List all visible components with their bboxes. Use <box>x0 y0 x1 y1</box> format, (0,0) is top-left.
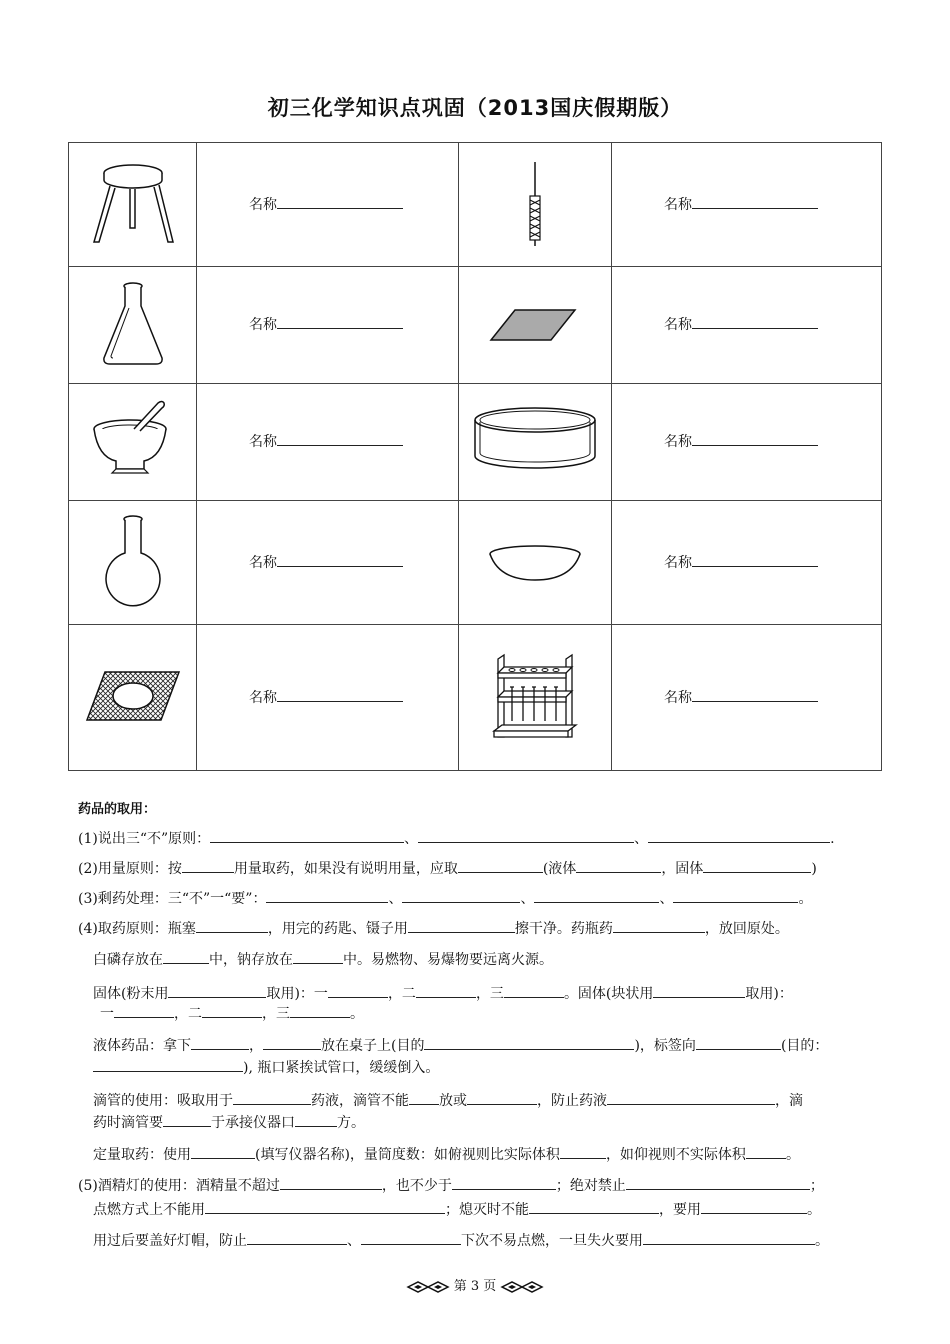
answer-blank[interactable] <box>692 552 818 567</box>
question-line: 定量取药：使用 (填写仪器名称)，量筒度数：如俯视则比实际体积 ，如仰视则不实际体积 。 <box>93 1144 800 1164</box>
answer-blank[interactable] <box>168 983 266 998</box>
equipment-cell <box>69 501 197 625</box>
page-number: 第 3 页 <box>453 1279 497 1294</box>
answer-blank[interactable] <box>93 1057 243 1072</box>
answer-blank[interactable] <box>163 1112 211 1127</box>
answer-blank[interactable] <box>328 983 388 998</box>
answer-blank[interactable] <box>163 949 209 964</box>
equipment-cell <box>459 625 612 771</box>
answer-blank[interactable] <box>191 1144 255 1159</box>
answer-blank[interactable] <box>560 1144 606 1159</box>
name-label: 名称 <box>664 317 692 333</box>
equipment-cell <box>69 267 197 384</box>
answer-blank[interactable] <box>643 1230 815 1245</box>
answer-blank[interactable] <box>529 1199 659 1214</box>
answer-blank[interactable] <box>233 1090 311 1105</box>
question-line: ), 瓶口紧挨试管口，缓缓倒入。 <box>93 1057 439 1077</box>
footer-ornament-right-icon <box>500 1281 544 1293</box>
name-cell <box>612 625 882 771</box>
question-line: (2)用量原则：按 用量取药，如果没有说明用量，应取 (液体 ，固体 ) <box>78 858 817 878</box>
page-title: 初三化学知识点巩固（2013国庆假期版） <box>267 96 683 120</box>
question-line: (3)剩药处理：三“不”一“要”： 、 、 、 。 <box>78 888 812 908</box>
question-line: 一 ，二 ，三 。 <box>100 1003 364 1023</box>
answer-blank[interactable] <box>277 687 403 702</box>
answer-blank[interactable] <box>424 1035 634 1050</box>
answer-blank[interactable] <box>458 858 543 873</box>
answer-blank[interactable] <box>673 888 798 903</box>
equipment-cell <box>459 267 612 384</box>
equipment-cell <box>69 143 197 267</box>
question-line: 白磷存放在 中，钠存放在 中。易燃物、易爆物要远离火源。 <box>93 949 553 969</box>
crystallizing-dish-icon <box>470 400 600 480</box>
name-label: 名称 <box>664 196 692 213</box>
name-cell <box>197 267 459 384</box>
answer-blank[interactable] <box>692 431 818 446</box>
name-cell <box>612 384 882 501</box>
stirring-brush-icon <box>515 158 555 248</box>
name-cell <box>197 384 459 501</box>
answer-blank[interactable] <box>626 1175 810 1190</box>
name-label: 名称 <box>664 689 692 706</box>
answer-blank[interactable] <box>692 314 818 329</box>
question-line: 液体药品：拿下 ， 放在桌子上(目的 )，标签向 (目的： <box>93 1035 828 1055</box>
answer-blank[interactable] <box>277 314 403 329</box>
answer-blank[interactable] <box>114 1003 174 1018</box>
name-cell <box>612 501 882 625</box>
answer-blank[interactable] <box>504 983 564 998</box>
answer-blank[interactable] <box>534 888 659 903</box>
answer-blank[interactable] <box>277 194 403 209</box>
name-label: 名称 <box>249 434 277 450</box>
answer-blank[interactable] <box>416 983 476 998</box>
equipment-cell <box>459 501 612 625</box>
evaporating-dish-icon <box>485 536 585 586</box>
name-label: 名称 <box>249 196 277 213</box>
answer-blank[interactable] <box>402 888 520 903</box>
name-label: 名称 <box>249 689 277 706</box>
answer-blank[interactable] <box>653 983 745 998</box>
page-footer <box>0 1275 950 1294</box>
answer-blank[interactable] <box>613 918 705 933</box>
name-cell <box>612 267 882 384</box>
equipment-cell <box>459 384 612 501</box>
answer-blank[interactable] <box>361 1230 461 1245</box>
name-label: 名称 <box>664 434 692 450</box>
answer-blank[interactable] <box>277 431 403 446</box>
answer-blank[interactable] <box>247 1230 347 1245</box>
answer-blank[interactable] <box>648 828 830 843</box>
answer-blank[interactable] <box>196 918 268 933</box>
equipment-table <box>68 142 882 771</box>
equipment-cell <box>459 143 612 267</box>
section-title: 药品的取用： <box>78 802 157 817</box>
glass-slide-icon <box>485 298 585 348</box>
answer-blank[interactable] <box>576 858 661 873</box>
answer-blank[interactable] <box>202 1003 262 1018</box>
answer-blank[interactable] <box>418 828 634 843</box>
answer-blank[interactable] <box>452 1175 556 1190</box>
answer-blank[interactable] <box>182 858 234 873</box>
name-cell <box>197 501 459 625</box>
conical-flask-icon <box>98 278 168 368</box>
equipment-cell <box>69 625 197 771</box>
question-line: 用过后要盖好灯帽，防止 、 下次不易点燃，一旦失火要用 。 <box>93 1230 829 1250</box>
answer-blank[interactable] <box>692 687 818 702</box>
name-label: 名称 <box>664 554 692 571</box>
name-label: 名称 <box>249 554 277 571</box>
answer-blank[interactable] <box>280 1175 382 1190</box>
question-line: 药时滴管要 于承接仪器口 方。 <box>93 1112 365 1132</box>
answer-blank[interactable] <box>703 858 811 873</box>
answer-blank[interactable] <box>266 888 388 903</box>
name-cell <box>197 625 459 771</box>
answer-blank[interactable] <box>692 194 818 209</box>
answer-blank[interactable] <box>746 1144 786 1159</box>
answer-blank[interactable] <box>263 1035 321 1050</box>
answer-blank[interactable] <box>467 1090 537 1105</box>
answer-blank[interactable] <box>277 552 403 567</box>
name-cell <box>197 143 459 267</box>
equipment-cell <box>69 384 197 501</box>
wire-gauze-icon <box>83 666 183 726</box>
answer-blank[interactable] <box>701 1199 807 1214</box>
answer-blank[interactable] <box>295 1112 337 1127</box>
tripod-icon <box>88 158 178 248</box>
footer-ornament-left-icon <box>406 1281 450 1293</box>
test-tube-rack-icon <box>490 651 580 741</box>
answer-blank[interactable] <box>409 1090 439 1105</box>
mortar-pestle-icon <box>88 395 178 485</box>
answer-blank[interactable] <box>293 949 343 964</box>
round-flask-icon <box>98 513 168 608</box>
answer-blank[interactable] <box>607 1090 775 1105</box>
question-line: (1)说出三“不”原则： 、 、 . <box>78 828 835 848</box>
name-label: 名称 <box>249 317 277 333</box>
answer-blank[interactable] <box>696 1035 781 1050</box>
answer-blank[interactable] <box>205 1199 445 1214</box>
name-cell <box>612 143 882 267</box>
answer-blank[interactable] <box>290 1003 350 1018</box>
question-line: (4)取药原则：瓶塞 ，用完的药匙、镊子用 擦干净。药瓶药 ，放回原处。 <box>78 918 789 938</box>
question-line: 固体(粉末用 取用)：一 ，二 ，三 。固体(块状用 取用)： <box>93 983 793 1003</box>
question-line: 滴管的使用：吸取用于 药液，滴管不能 放或 ，防止药液 ，滴 <box>93 1090 803 1110</box>
answer-blank[interactable] <box>408 918 515 933</box>
answer-blank[interactable] <box>210 828 404 843</box>
question-line: (5)酒精灯的使用：酒精量不超过 ，也不少于 ；绝对禁止 ； <box>78 1175 824 1195</box>
question-line: 点燃方式上不能用 ；熄灭时不能 ，要用 。 <box>93 1199 821 1219</box>
answer-blank[interactable] <box>191 1035 249 1050</box>
